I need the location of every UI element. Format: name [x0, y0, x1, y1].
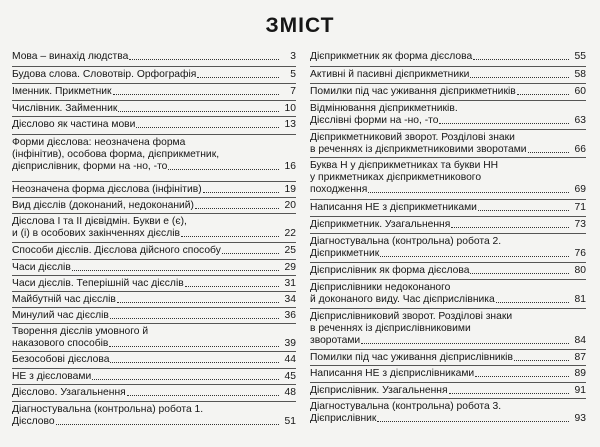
page-number: 39	[284, 338, 296, 349]
page-number: 58	[574, 69, 586, 80]
toc-entry-title: Дієслово. Узагальнення	[12, 387, 126, 398]
page-number: 19	[284, 184, 296, 195]
toc-entry[interactable]	[12, 242, 296, 259]
toc-entry[interactable]	[12, 66, 296, 83]
toc-entry[interactable]	[310, 262, 586, 279]
toc-entry-title: Дієприкметник	[310, 248, 380, 259]
toc-entry-title: походження	[310, 184, 368, 195]
leader-dots	[517, 94, 569, 95]
page-number: 71	[574, 202, 586, 213]
page-number: 60	[574, 86, 586, 97]
toc-entry[interactable]	[310, 349, 586, 365]
toc-entry-title-line: в реченнях із дієприслівниковими	[310, 323, 471, 334]
page-number: 55	[574, 51, 586, 62]
toc-entry[interactable]	[310, 382, 586, 398]
toc-entry-title: Написання НЕ з дієприкметниками	[310, 202, 477, 213]
page-number: 36	[284, 310, 296, 321]
leader-dots	[129, 59, 279, 60]
page-number: 93	[574, 413, 586, 424]
page-number: 63	[574, 115, 586, 126]
leader-dots	[528, 152, 569, 153]
leader-dots	[203, 192, 279, 193]
toc-entry-title: Будова слова. Словотвір. Орфографія	[12, 69, 197, 80]
toc-entry[interactable]	[12, 275, 296, 291]
toc-entry[interactable]	[310, 66, 586, 83]
leader-dots	[439, 123, 569, 124]
toc-entry-title: Дієприслівник як форма дієслова	[310, 265, 470, 276]
toc-entry-title-line: Діагностувальна (контрольна) робота 1.	[12, 404, 204, 415]
toc-entry-title-line: Форми дієслова: неозначена форма	[12, 137, 186, 148]
page-number: 84	[574, 335, 586, 346]
toc-entry[interactable]	[12, 213, 296, 242]
leader-dots	[113, 94, 279, 95]
page-number: 34	[284, 294, 296, 305]
page-number: 5	[290, 69, 296, 80]
leader-dots	[136, 127, 279, 128]
toc-entry-title: Дієслівні форми на -но, -то	[310, 115, 439, 126]
page-number: 44	[284, 354, 296, 365]
leader-dots	[185, 286, 279, 287]
page-number: 29	[284, 262, 296, 273]
leader-dots	[496, 302, 569, 303]
page-number: 25	[284, 245, 296, 256]
toc-entry-title: Помилки під час уживання дієприслівників	[310, 352, 513, 363]
toc-entry[interactable]	[310, 216, 586, 233]
leader-dots	[377, 421, 569, 422]
toc-entry-title-line: Дієприкметниковий зворот. Розділові знаки	[310, 132, 515, 143]
leader-dots	[127, 395, 279, 396]
leader-dots	[195, 208, 279, 209]
toc-entry[interactable]	[310, 398, 586, 427]
leader-dots	[197, 77, 279, 78]
toc-entry-title-line: Творення дієслів умовного й	[12, 326, 149, 337]
toc-entry-title-line: Дієприслівники недоконаного	[310, 282, 451, 293]
toc-column-left	[12, 49, 296, 430]
toc-entry[interactable]	[12, 49, 296, 66]
toc-entry[interactable]	[12, 384, 296, 401]
toc-entry-title-line: Діагностувальна (контрольна) робота 2.	[310, 236, 502, 247]
toc-entry-title-line: у прикметниках дієприкметникового	[310, 172, 482, 183]
leader-dots	[92, 379, 279, 380]
toc-entry-title: Неозначена форма дієслова (інфінітив)	[12, 184, 202, 195]
toc-entry-title-line: Дієслова I та II дієвідмін. Букви е (є),	[12, 216, 187, 227]
leader-dots	[380, 256, 569, 257]
page-number: 80	[574, 265, 586, 276]
toc-entry-title: Безособові дієслова	[12, 354, 110, 365]
toc-entry-title: Написання НЕ з дієприслівниками	[310, 368, 475, 379]
toc-entry-title: Минулий час дієслів	[12, 310, 109, 321]
leader-dots	[470, 77, 569, 78]
page-number: 81	[574, 294, 586, 305]
page-number: 73	[574, 219, 586, 230]
leader-dots	[181, 236, 279, 237]
toc-entry-title-line: (інфінітив), особова форма, дієприкметник,	[12, 149, 220, 160]
toc-entry[interactable]	[310, 157, 586, 199]
page-number: 87	[574, 352, 586, 363]
toc-entry[interactable]	[12, 259, 296, 275]
toc-entry[interactable]	[12, 197, 296, 213]
leader-dots	[451, 227, 569, 228]
leader-dots	[56, 424, 279, 425]
toc-entry-title: Дієприкметник як форма дієслова	[310, 51, 473, 62]
page-number: 89	[574, 368, 586, 379]
toc-entry-title-line: Буква Н у дієприкметниках та букви НН	[310, 160, 499, 171]
leader-dots	[368, 192, 569, 193]
toc-entry-title: Вид дієслів (доконаний, недоконаний)	[12, 200, 194, 211]
toc-entry-title: зворотами	[310, 335, 361, 346]
page-number: 20	[284, 200, 296, 211]
toc-entry[interactable]	[12, 134, 296, 181]
toc-entry[interactable]	[310, 308, 586, 349]
toc-entry[interactable]	[310, 49, 586, 66]
toc-entry[interactable]	[12, 291, 296, 307]
toc-entry-title: Активні й пасивні дієприкметники	[310, 69, 470, 80]
leader-dots	[118, 111, 279, 112]
toc-entry-title: в реченнях із дієприкметниковими зворотами	[310, 144, 527, 155]
toc-entry-title-line: Дієприслівниковий зворот. Розділові знаки	[310, 311, 513, 322]
leader-dots	[117, 302, 279, 303]
leader-dots	[475, 376, 569, 377]
leader-dots	[470, 273, 569, 274]
toc-entry-title-line: Діагностувальна (контрольна) робота 3.	[310, 401, 502, 412]
toc-entry-title: Дієприслівник	[310, 413, 377, 424]
leader-dots	[514, 360, 569, 361]
page-number: 51	[284, 416, 296, 427]
toc-entry[interactable]	[310, 279, 586, 308]
toc-entry-title: Способи дієслів. Дієслова дійсного способу	[12, 245, 221, 256]
toc-entry[interactable]	[12, 100, 296, 116]
toc-column-right	[310, 49, 586, 427]
toc-entry[interactable]	[12, 116, 296, 134]
toc-entry-title: Часи дієслів. Теперішній час дієслів	[12, 278, 184, 289]
toc-entry-title: Мова – винахід людства	[12, 51, 129, 62]
page-number: 3	[290, 51, 296, 62]
toc-entry-title: Майбутній час дієслів	[12, 294, 116, 305]
page-number: 76	[574, 248, 586, 259]
leader-dots	[449, 393, 569, 394]
toc-entry-title: Дієслово як частина мови	[12, 119, 136, 130]
toc-entry[interactable]	[12, 83, 296, 100]
toc-entry-title: и (і) в особових закінченнях дієслів	[12, 228, 180, 239]
toc-entry-title: Числівник. Займенник	[12, 103, 118, 114]
page-number: 69	[574, 184, 586, 195]
page-number: 16	[284, 161, 296, 172]
toc-entry[interactable]	[12, 181, 296, 197]
page-number: 10	[284, 103, 296, 114]
leader-dots	[109, 346, 279, 347]
toc-entry-title: Помилки під час уживання дієприкметників	[310, 86, 516, 97]
toc-entry-title: Дієслово	[12, 416, 55, 427]
page-number: 31	[284, 278, 296, 289]
toc-entry[interactable]	[12, 351, 296, 368]
toc-entry-title: Дієприкметник. Узагальнення	[310, 219, 451, 230]
toc-entry-title: Іменник. Прикметник	[12, 86, 112, 97]
toc-entry[interactable]	[12, 368, 296, 384]
page-number: 91	[574, 385, 586, 396]
toc-entry[interactable]	[310, 129, 586, 157]
toc-entry-title: наказового способів	[12, 338, 109, 349]
page-number: 48	[284, 387, 296, 398]
leader-dots	[361, 343, 569, 344]
leader-dots	[168, 169, 279, 170]
leader-dots	[473, 59, 569, 60]
page-number: 7	[290, 86, 296, 97]
toc-entry[interactable]	[310, 83, 586, 100]
toc-entry[interactable]	[12, 307, 296, 323]
page-number: 22	[284, 228, 296, 239]
toc-entry-title: Часи дієслів	[12, 262, 71, 273]
toc-entry-title: дієприслівник, форми на -но, -то	[12, 161, 168, 172]
leader-dots	[222, 253, 279, 254]
toc-entry-title: й доконаного виду. Час дієприслівника	[310, 294, 495, 305]
toc-entry[interactable]	[310, 100, 586, 129]
toc-entry-title-line: Відмінювання дієприкметників.	[310, 103, 458, 114]
leader-dots	[478, 210, 569, 211]
page-number: 13	[284, 119, 296, 130]
toc-entry-title: Дієприслівник. Узагальнення	[310, 385, 448, 396]
page-title: ЗМІСТ	[265, 14, 335, 37]
toc-entry[interactable]	[12, 323, 296, 351]
leader-dots	[72, 270, 279, 271]
page-number: 66	[574, 144, 586, 155]
toc-entry[interactable]	[310, 365, 586, 382]
toc-entry[interactable]	[310, 199, 586, 216]
toc-entry[interactable]	[12, 401, 296, 430]
page-number: 45	[284, 371, 296, 382]
toc-entry-title: НЕ з дієсловами	[12, 371, 92, 382]
leader-dots	[110, 318, 279, 319]
leader-dots	[110, 362, 279, 363]
toc-entry[interactable]	[310, 233, 586, 262]
